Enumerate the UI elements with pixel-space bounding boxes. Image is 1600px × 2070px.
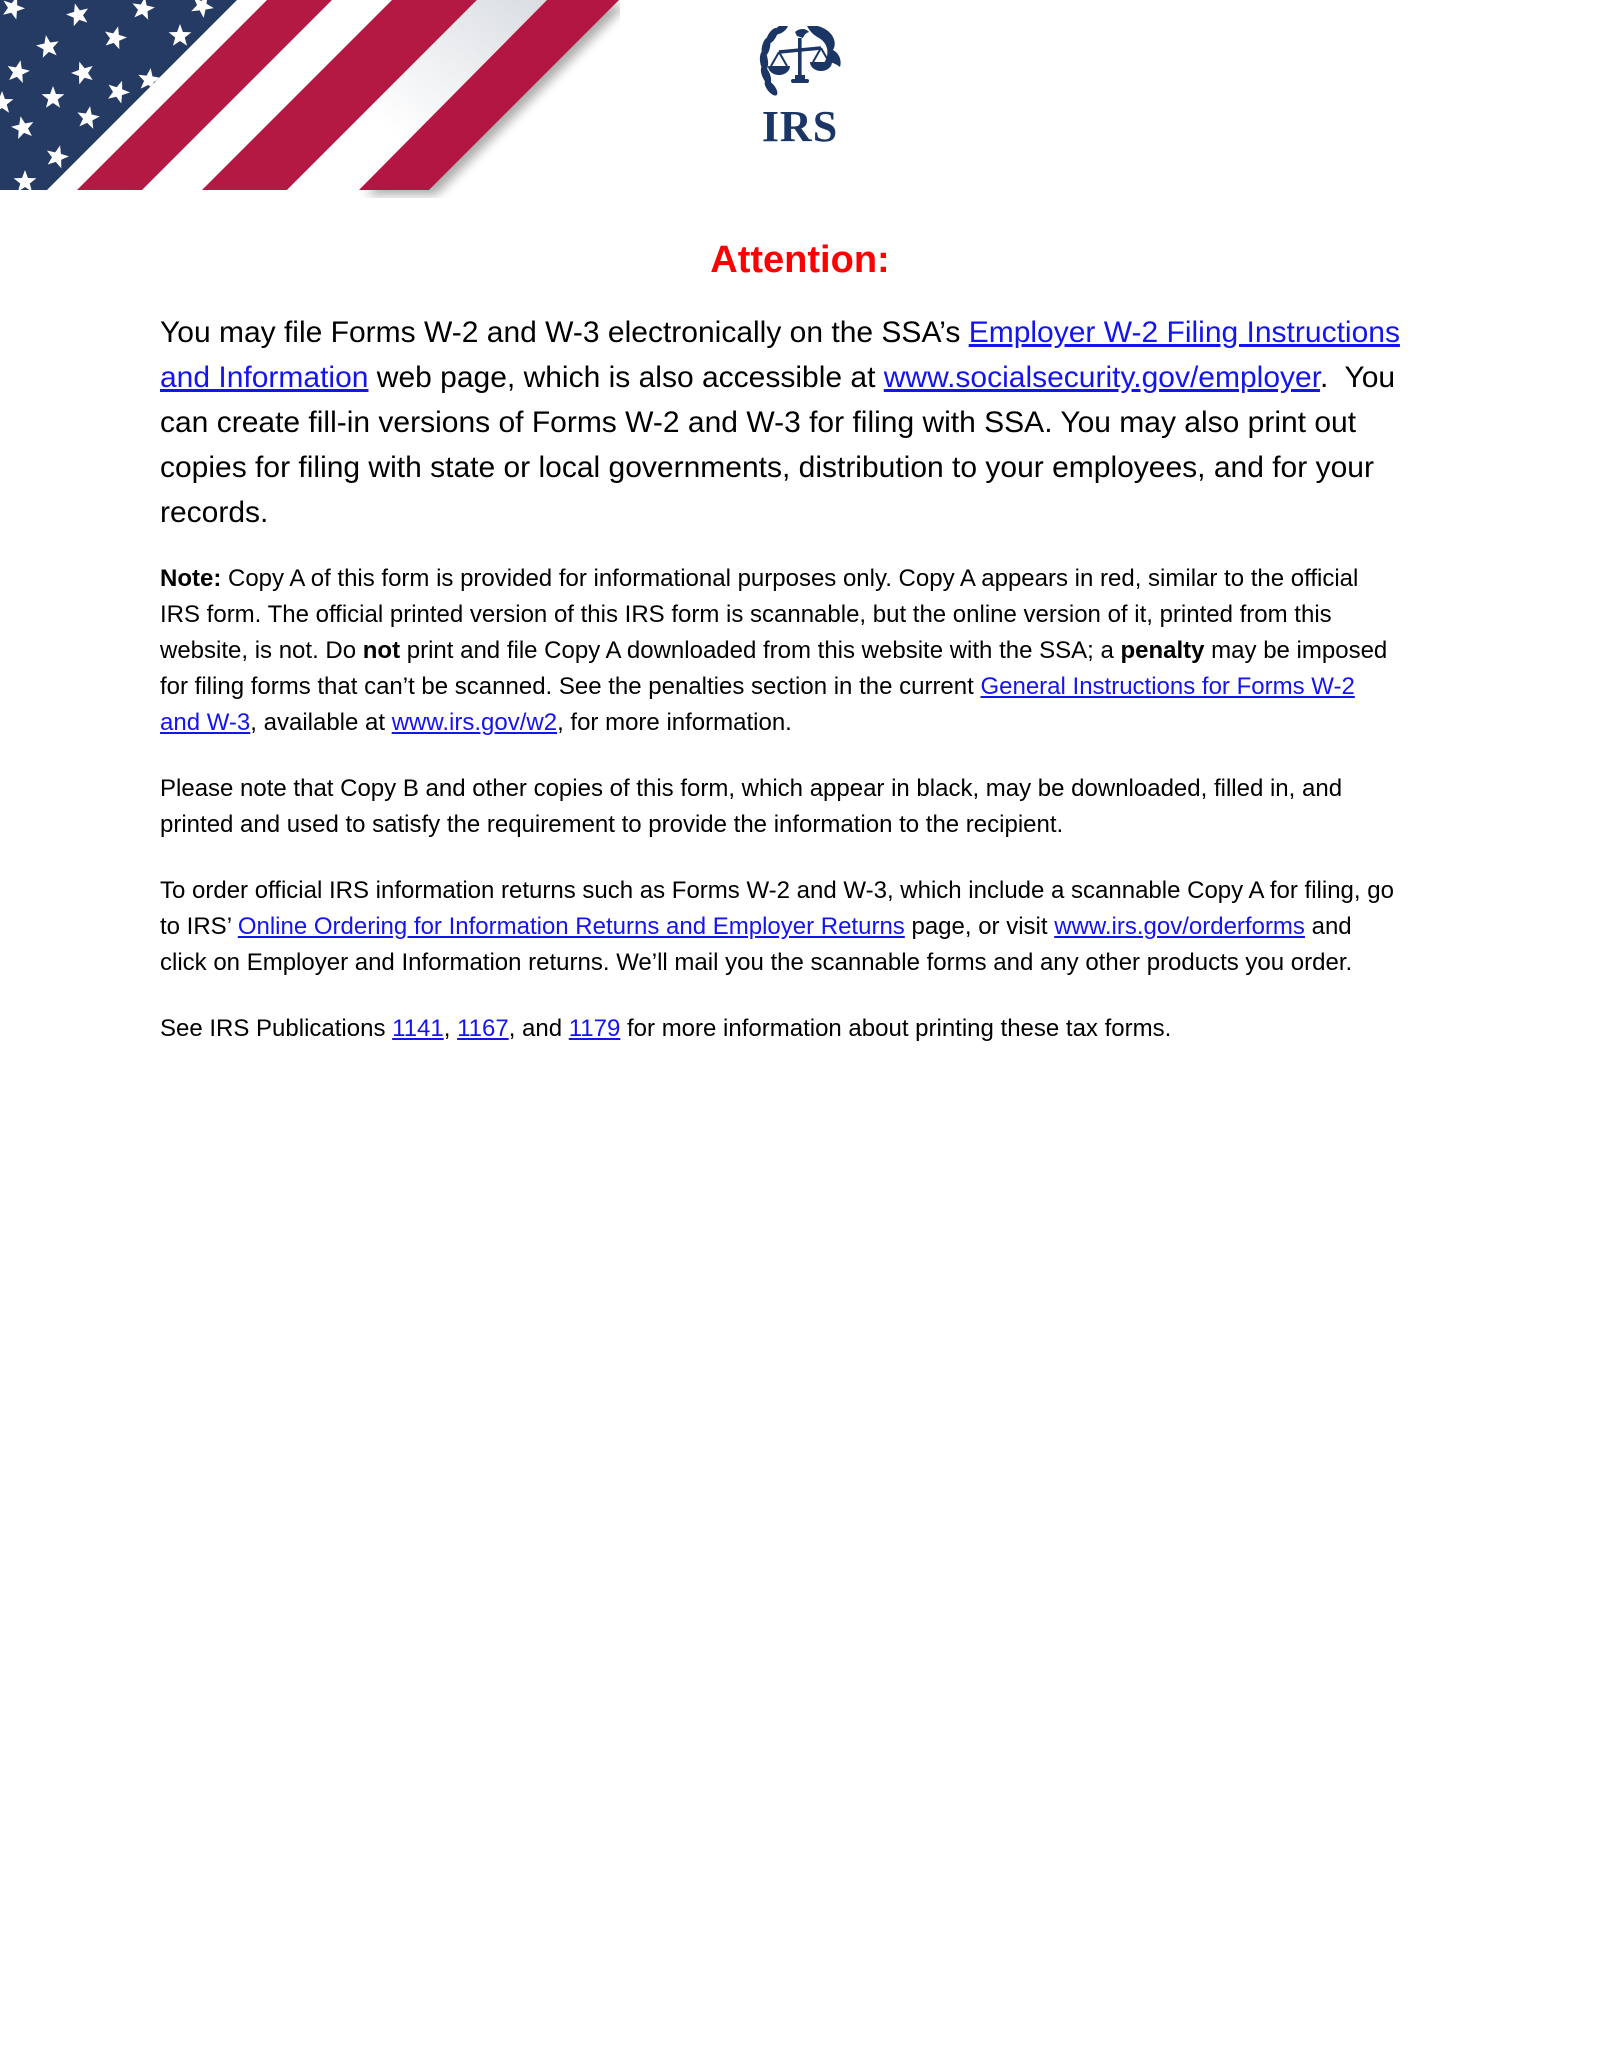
paragraph-copy-b bbox=[160, 771, 1400, 843]
text-run: and click on Employer and Information returns. We’ll mail you the scannable forms and any other products you order. bbox=[160, 913, 1353, 976]
irs-logo bbox=[0, 26, 1600, 149]
link[interactable]: 1141 bbox=[392, 1015, 444, 1042]
irs-logo-text: IRS bbox=[761, 102, 839, 151]
content-area bbox=[160, 310, 1400, 1077]
link[interactable]: www.irs.gov/w2 bbox=[391, 709, 558, 736]
bold-text: Note: bbox=[160, 565, 222, 592]
paragraph-publications bbox=[160, 1011, 1400, 1047]
text-run: Please note that Copy B and other copies of this form, which appear in black, may be downloaded, filled in, and printed and used to satisfy the requirement to provide the information to the recipient. bbox=[160, 775, 1343, 838]
text-run: To order official IRS information returns such as Forms W-2 and W-3, which include a scannable Copy A for filing, go to IRS’ bbox=[160, 877, 1394, 940]
irs-eagle-icon bbox=[754, 26, 846, 104]
text-run: You may file Forms W-2 and W-3 electronically on the SSA’s bbox=[160, 316, 969, 349]
text-run: See IRS Publications bbox=[160, 1015, 393, 1042]
text-run: , bbox=[443, 1015, 458, 1042]
attention-heading: Attention: bbox=[710, 239, 890, 281]
paragraph-efile-intro bbox=[160, 310, 1400, 535]
link[interactable]: www.irs.gov/orderforms bbox=[1054, 913, 1305, 940]
link[interactable]: www.socialsecurity.gov/employer bbox=[883, 361, 1321, 394]
text-run: page, or visit bbox=[904, 913, 1055, 940]
bold-text: not bbox=[362, 637, 401, 664]
text-run: . You can create fill-in versions of Forms W-2 and W-3 for filing with SSA. You may also print out copies for filing with state or local governments, distribution to your employees, and for your records. bbox=[160, 361, 1396, 529]
text-run: for more information about printing these tax forms. bbox=[620, 1015, 1172, 1042]
link[interactable]: Online Ordering for Information Returns and Employer Returns bbox=[237, 913, 905, 940]
text-run: , available at bbox=[250, 709, 392, 736]
text-run: may be imposed for filing forms that can’t be scanned. See the penalties section in the current bbox=[160, 637, 1388, 700]
text-run: Copy A of this form is provided for informational purposes only. Copy A appears in red, similar to the official IRS form. The official printed version of this IRS form is scannable, but the online version of it, printed from this website, is not. Do bbox=[160, 565, 1359, 664]
text-run: print and file Copy A downloaded from this website with the SSA; a bbox=[400, 637, 1121, 664]
bold-text: penalty bbox=[1120, 637, 1205, 664]
text-run: web page, which is also accessible at bbox=[368, 361, 884, 394]
paragraph-order-forms bbox=[160, 873, 1400, 981]
text-run: , for more information. bbox=[557, 709, 792, 736]
paragraph-copy-a-note bbox=[160, 561, 1400, 741]
link[interactable]: 1179 bbox=[568, 1015, 621, 1042]
link[interactable]: 1167 bbox=[457, 1015, 509, 1042]
link[interactable]: Employer W-2 Filing Instructions and Information bbox=[160, 316, 1400, 394]
link[interactable]: General Instructions for Forms W-2 and W-3 bbox=[160, 673, 1355, 736]
text-run: , and bbox=[508, 1015, 569, 1042]
